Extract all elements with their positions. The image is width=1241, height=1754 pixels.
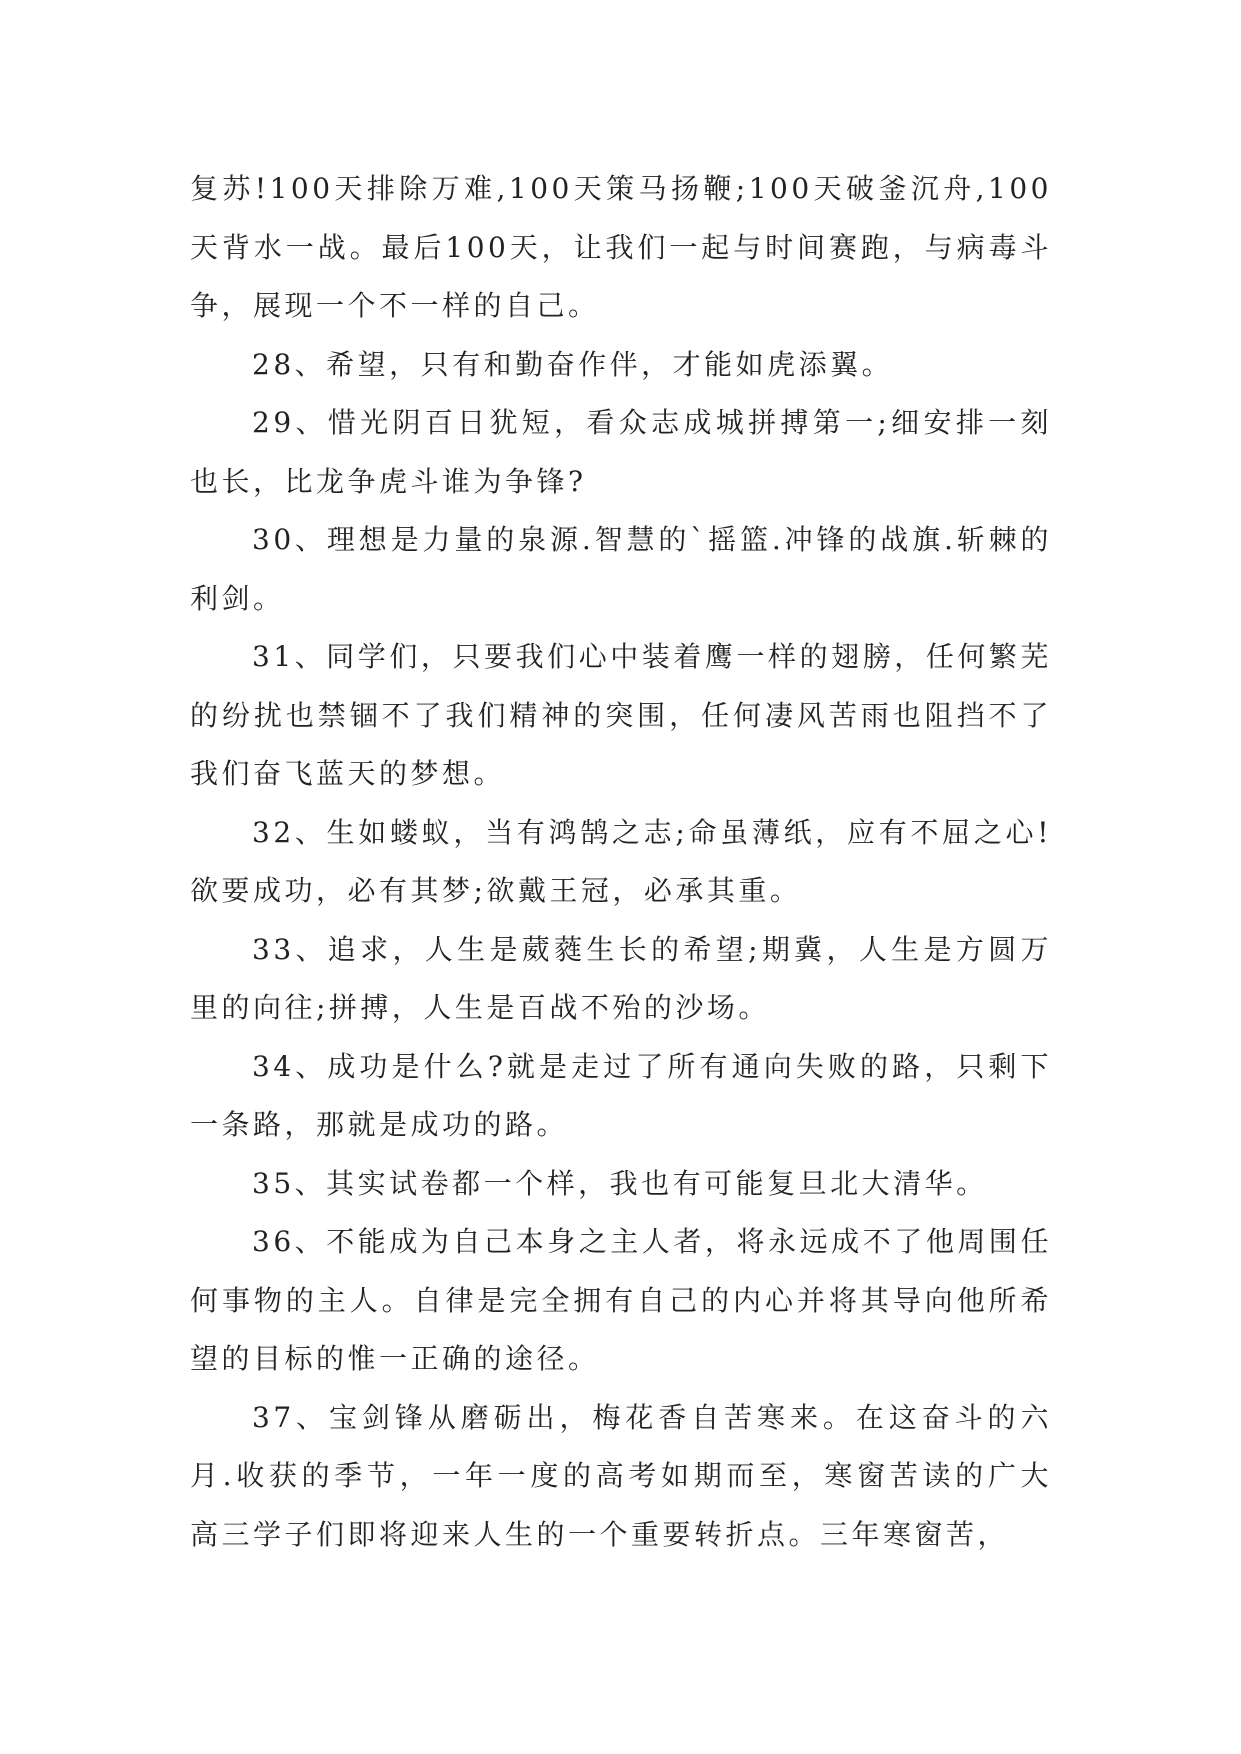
- paragraph-item-28: 28、希望，只有和勤奋作伴，才能如虎添翼。: [252, 347, 894, 381]
- paragraph-continuation: 复苏!100天排除万难,100天策马扬鞭;100天破釜沉舟,100天背水一战。最后100天，让我们一起与时间赛跑，与病毒斗争，展现一个不一样的自己。: [190, 172, 1052, 322]
- paragraph-item-36: 36、不能成为自己本身之主人者，将永远成不了他周围任何事物的主人。自律是完全拥有自己的内心并将其导向他所希望的目标的惟一正确的途径。: [190, 1225, 1052, 1375]
- paragraph-item-29: 29、惜光阴百日犹短，看众志成城拼搏第一;细安排一刻也长，比龙争虎斗谁为争锋?: [190, 406, 1052, 498]
- paragraph-item-32: 32、生如蝼蚁，当有鸿鹄之志;命虽薄纸，应有不屈之心!欲要成功，必有其梦;欲戴王冠，必承其重。: [190, 815, 1052, 907]
- paragraph-item-35: 35、其实试卷都一个样，我也有可能复旦北大清华。: [252, 1166, 988, 1200]
- paragraph-item-30: 30、理想是力量的泉源.智慧的`摇篮.冲锋的战旗.斩棘的利剑。: [190, 523, 1052, 615]
- paragraph-item-34: 34、成功是什么?就是走过了所有通向失败的路，只剩下一条路，那就是成功的路。: [190, 1049, 1052, 1141]
- paragraph-item-33: 33、追求，人生是葳蕤生长的希望;期冀，人生是方圆万里的向往;拼搏，人生是百战不殆的沙场。: [190, 932, 1052, 1024]
- paragraph-item-31: 31、同学们，只要我们心中装着鹰一样的翅膀，任何繁芜的纷扰也禁锢不了我们精神的突围，任何凄风苦雨也阻挡不了我们奋飞蓝天的梦想。: [190, 640, 1052, 790]
- document-body: [190, 160, 1052, 1564]
- paragraph-item-37: 37、宝剑锋从磨砺出，梅花香自苦寒来。在这奋斗的六月.收获的季节，一年一度的高考如期而至，寒窗苦读的广大高三学子们即将迎来人生的一个重要转折点。三年寒窗苦，: [190, 1400, 1052, 1551]
